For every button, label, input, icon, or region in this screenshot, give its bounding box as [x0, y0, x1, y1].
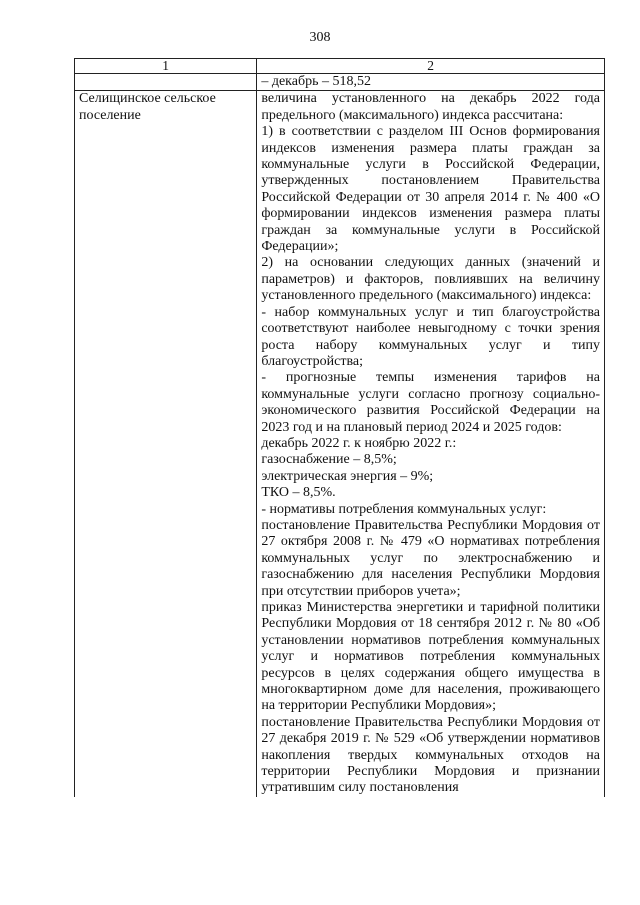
description-cell [257, 91, 605, 797]
municipality-name: Селищинское сельское поселение [79, 91, 216, 123]
paragraph: 2) на основании следующих данных (значений и параметров) и факторов, повлиявших на величину установленного предельного (максимального) индекса: [261, 255, 600, 304]
municipality-cell [75, 91, 257, 797]
table-row-continuation [75, 74, 605, 91]
paragraph: постановление Правительства Республики Мордовия от 27 октября 2008 г. № 479 «О нормативах потребления коммунальных услуг по электроснабжению и газоснабжению для населения Республики Мордовия при отсутствии приборов учета»; [261, 517, 600, 599]
paragraph: приказ Министерства энергетики и тарифной политики Республики Мордовия от 18 сентября 2012 г. № 80 «Об установлении нормативов потребления коммунальных услуг и нормативов потребления коммунальных ресурсов в целях содержания общего имущества в многоквартирном доме для населения, проживающего на территории Республики Мордовия»; [261, 600, 600, 714]
paragraph: - нормативы потребления коммунальных услуг: [261, 501, 547, 517]
paragraph: - набор коммунальных услуг и тип благоустройства соответствуют наиболее невыгодному с точки зрения роста набору коммунальных услуг и типу благоустройства; [261, 304, 600, 369]
column-header-1: 1 [75, 59, 257, 74]
page-number: 308 [309, 30, 331, 45]
table-row-municipality [75, 91, 605, 797]
continuation-text: – декабрь – 518,52 [257, 74, 605, 91]
column-header-2: 2 [257, 59, 605, 74]
paragraph: 1) в соответствии с разделом III Основ формирования индексов изменения размера платы граждан за коммунальные услуги в Российской Федерации, утвержденных постановлением Правительства Российской Федерации от 30 апреля 2014 г. № 400 «О формировании индексов изменения размера платы граждан за коммунальные услуги в Российской Федерации»; [261, 124, 600, 255]
paragraph: - прогнозные темпы изменения тарифов на коммунальные услуги согласно прогнозу социально-экономического развития Российской Федерации на 2023 год и на плановый период 2024 и 2025 годов: [261, 370, 600, 435]
paragraph: декабрь 2022 г. к ноябрю 2022 г.: [261, 435, 457, 451]
empty-cell [75, 74, 257, 91]
paragraph: ТКО – 8,5%. [261, 485, 336, 501]
table-header-row [75, 59, 605, 74]
paragraph: газоснабжение – 8,5%; [261, 452, 397, 468]
paragraph: постановление Правительства Республики Мордовия от 27 декабря 2019 г. № 529 «Об утверждении нормативов накопления твердых коммунальных отходов на территории Республики Мордовия и признании утратившим силу постановления [261, 714, 600, 796]
paragraph: величина установленного на декабрь 2022 года предельного (максимального) индекса рассчитана: [261, 91, 600, 123]
document-table [74, 58, 605, 797]
paragraph: электрическая энергия – 9%; [261, 468, 434, 484]
